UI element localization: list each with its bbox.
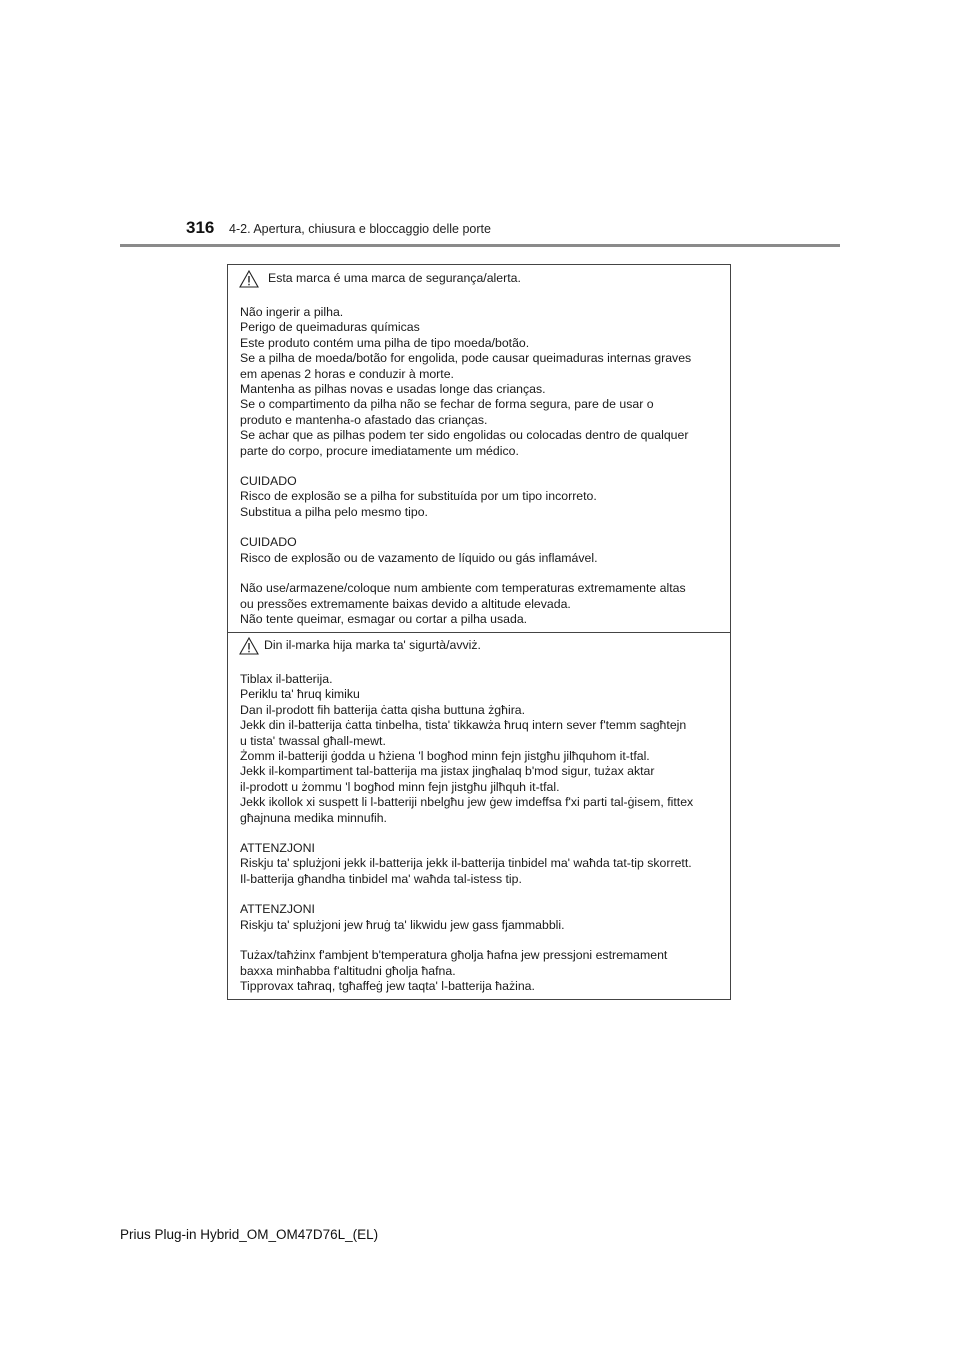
text-line: Periklu ta' ħruq kimiku	[240, 687, 360, 702]
warning-section-portuguese	[228, 268, 730, 627]
alert-line	[240, 268, 718, 290]
text-line: Tużax/taħżinx f'ambjent b'temperatura għolja ħafna jew pressjoni estremament	[240, 948, 668, 963]
text-line: Dan il-prodott fih batterija ċatta qisha buttuna żgħira.	[240, 702, 526, 717]
paragraph	[240, 672, 718, 826]
text-line: produto e mantenha-o afastado das crianças.	[240, 412, 488, 427]
paragraph	[240, 535, 718, 566]
text-line: Jekk il-kompartiment tal-batterija ma jistax jingħalaq b'mod sigur, tużax aktar	[240, 764, 655, 779]
warning-triangle-icon	[239, 270, 259, 288]
caution-heading: ATTENZJONI	[240, 841, 315, 856]
text-line: Não ingerir a pilha.	[240, 305, 344, 319]
paragraph	[240, 902, 718, 933]
text-line: Não use/armazene/coloque num ambiente com temperaturas extremamente altas	[240, 581, 686, 596]
text-line: u tista' twassal għall-mewt.	[240, 733, 386, 748]
text-line: Jekk ikollok xi suspett li l-batteriji nbelgħu jew ġew imdeffsa f'xi parti tal-ġisem, fittex	[240, 795, 694, 810]
caution-heading: CUIDADO	[240, 474, 297, 489]
text-line: Żomm il-batteriji ġodda u ħżiena 'l bogħod minn fejn jistgħu jilħquhom it-tfal.	[240, 749, 650, 764]
text-line: parte do corpo, procure imediatamente um médico.	[240, 443, 519, 458]
footer-model-code: Prius Plug-in Hybrid_OM_OM47D76L_(EL)	[120, 1227, 379, 1242]
text-line: em apenas 2 horas e conduzir à morte.	[240, 366, 454, 381]
header-rule	[120, 244, 840, 247]
text-line: ou pressões extremamente baixas devido a altitude elevada.	[240, 596, 571, 611]
text-line: Se a pilha de moeda/botão for engolida, pode causar queimaduras internas graves	[240, 351, 692, 366]
warning-box	[227, 264, 731, 1000]
paragraph	[240, 305, 718, 459]
paragraph	[240, 581, 718, 627]
warning-triangle-icon	[239, 637, 259, 655]
alert-line	[240, 635, 718, 657]
text-line: Il-batterija għandha tinbidel ma' waħda tal-istess tip.	[240, 871, 522, 886]
section-divider	[228, 632, 730, 633]
alert-text: Din il-marka hija marka ta' sigurtà/avviż.	[264, 638, 481, 653]
text-line: il-prodott u żommu 'l bogħod minn fejn jistgħu jilħquh it-tfal.	[240, 779, 560, 794]
text-line: Risco de explosão ou de vazamento de líquido ou gás inflamável.	[240, 550, 598, 565]
paragraph	[240, 474, 718, 520]
text-line: Riskju ta' splużjoni jekk il-batterija jekk il-batterija tinbidel ma' waħda tat-tip skorrett.	[240, 856, 692, 871]
caution-heading: CUIDADO	[240, 535, 297, 550]
text-line: Se achar que as pilhas podem ter sido engolidas ou colocadas dentro de qualquer	[240, 428, 689, 443]
text-line: Perigo de queimaduras químicas	[240, 320, 420, 335]
text-line: Se o compartimento da pilha não se fechar de forma segura, pare de usar o	[240, 397, 654, 412]
text-line: Tipprovax taħraq, tgħaffeġ jew taqta' l-batterija ħażina.	[240, 978, 535, 993]
text-line: Jekk din il-batterija ċatta tinbelha, tista' tikkawża ħruq intern sever f'temm sagħtejn	[240, 718, 687, 733]
warning-section-maltese	[228, 635, 730, 994]
text-line: Risco de explosão se a pilha for substituída por um tipo incorreto.	[240, 489, 597, 504]
caution-heading: ATTENZJONI	[240, 902, 315, 917]
text-line: Não tente queimar, esmagar ou cortar a pilha usada.	[240, 611, 528, 626]
text-line: Riskju ta' splużjoni jew ħruġ ta' likwidu jew gass fjammabbli.	[240, 917, 565, 932]
paragraph	[240, 841, 718, 887]
text-line: baxxa minħabba f'altitudni għolja ħafna.	[240, 963, 456, 978]
page-number: 316	[186, 218, 215, 237]
section-title: 4-2. Apertura, chiusura e bloccaggio delle porte	[229, 222, 491, 236]
paragraph	[240, 948, 718, 994]
text-line: għajnuna medika minnufih.	[240, 810, 387, 825]
text-line: Este produto contém uma pilha de tipo moeda/botão.	[240, 335, 530, 350]
text-line: Tiblax il-batterija.	[240, 672, 333, 686]
text-line: Mantenha as pilhas novas e usadas longe das crianças.	[240, 382, 546, 397]
alert-text: Esta marca é uma marca de segurança/alerta.	[268, 271, 521, 286]
text-line: Substitua a pilha pelo mesmo tipo.	[240, 504, 428, 519]
